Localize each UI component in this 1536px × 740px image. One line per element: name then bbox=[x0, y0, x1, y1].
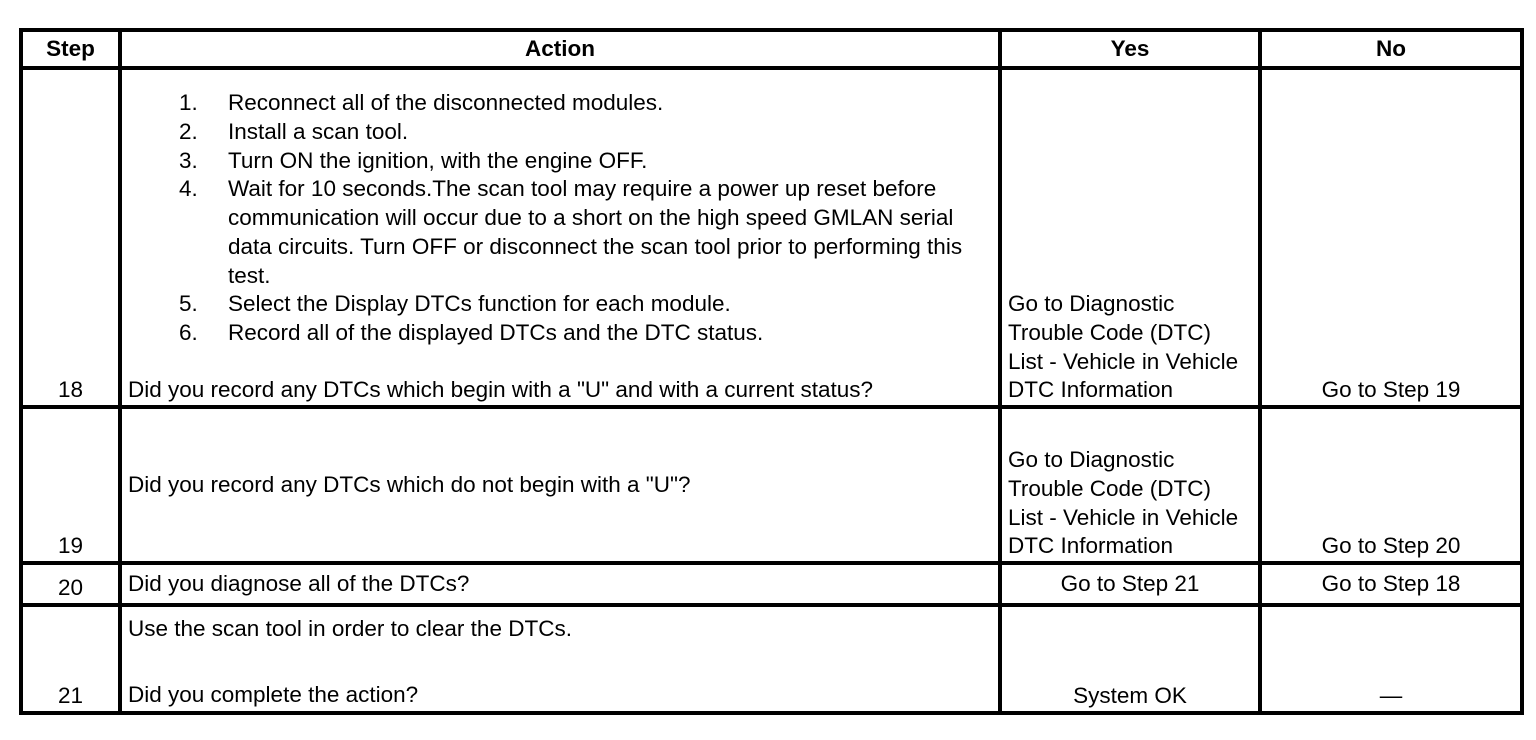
step-number: 19 bbox=[21, 407, 120, 563]
no-cell: Go to Step 20 bbox=[1260, 407, 1522, 563]
question-text: Did you complete the action? bbox=[128, 681, 419, 707]
step-number: 21 bbox=[21, 605, 120, 713]
header-action: Action bbox=[120, 30, 1000, 68]
action-text: Use the scan tool in order to clear the DTCs. bbox=[128, 616, 572, 641]
list-item bbox=[128, 118, 992, 147]
action-cell bbox=[120, 68, 1000, 407]
table-row-step-18 bbox=[21, 68, 1522, 407]
header-yes: Yes bbox=[1000, 30, 1260, 68]
action-cell bbox=[120, 605, 1000, 713]
list-item-text: Turn ON the ignition, with the engine OFF. bbox=[228, 147, 648, 173]
yes-cell: System OK bbox=[1000, 605, 1260, 713]
list-item bbox=[128, 89, 992, 118]
header-row bbox=[21, 30, 1522, 68]
diagnostic-table bbox=[19, 28, 1524, 715]
yes-cell: Go to Step 21 bbox=[1000, 563, 1260, 605]
yes-cell: Go to Diagnostic Trouble Code (DTC) List - Vehicle in Vehicle DTC Information bbox=[1000, 68, 1260, 407]
list-item-number: 6. bbox=[179, 319, 198, 345]
list-item-text: Reconnect all of the disconnected modules. bbox=[228, 90, 664, 116]
header-no: No bbox=[1260, 30, 1522, 68]
no-cell: Go to Step 19 bbox=[1260, 68, 1522, 407]
question-text: Did you record any DTCs which begin with a "U" and with a current status? bbox=[128, 377, 874, 403]
no-cell: — bbox=[1260, 605, 1522, 713]
list-item-text: Record all of the displayed DTCs and the DTC status. bbox=[228, 319, 764, 345]
question-text: Did you record any DTCs which do not begin with a "U"? bbox=[120, 407, 1000, 563]
step-number: 20 bbox=[21, 563, 120, 605]
list-item-number: 3. bbox=[179, 147, 198, 173]
header-step: Step bbox=[21, 30, 120, 68]
list-item bbox=[128, 290, 992, 319]
list-item-text: Select the Display DTCs function for each module. bbox=[228, 291, 731, 317]
list-item-text: Wait for 10 seconds.The scan tool may require a power up reset before communication will occur due to a short on the high speed GMLAN serial data circuits. Turn OFF or disconnect the scan tool prior to performing this test. bbox=[228, 176, 963, 288]
table-row-step-19 bbox=[21, 407, 1522, 563]
list-item bbox=[128, 319, 992, 348]
list-item bbox=[128, 147, 992, 176]
list-item-number: 5. bbox=[179, 291, 198, 317]
list-item-number: 2. bbox=[179, 118, 198, 144]
list-item-text: Install a scan tool. bbox=[228, 118, 409, 144]
no-cell: Go to Step 18 bbox=[1260, 563, 1522, 605]
list-item-number: 1. bbox=[179, 90, 198, 116]
step-number: 18 bbox=[21, 68, 120, 407]
table-row-step-20 bbox=[21, 563, 1522, 605]
yes-cell: Go to Diagnostic Trouble Code (DTC) List - Vehicle in Vehicle DTC Information bbox=[1000, 407, 1260, 563]
list-item-number: 4. bbox=[179, 176, 198, 202]
question-text: Did you diagnose all of the DTCs? bbox=[120, 563, 1000, 605]
list-item bbox=[128, 175, 992, 290]
action-steps-list bbox=[128, 89, 992, 347]
table-row-step-21 bbox=[21, 605, 1522, 713]
